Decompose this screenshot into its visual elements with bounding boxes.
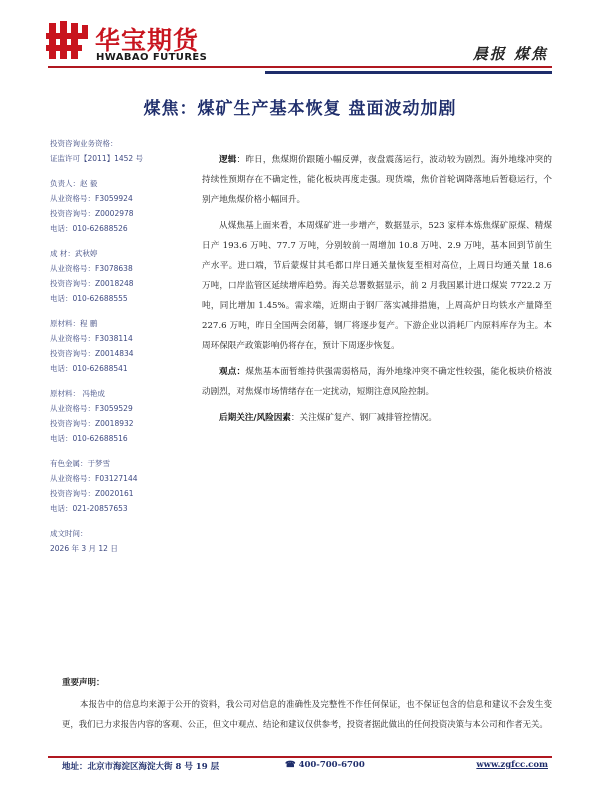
logic-label: 逻辑 — [219, 155, 237, 165]
header-divider-red — [48, 66, 552, 68]
analyst-phone: 电话：010-62688541 — [50, 364, 128, 373]
publish-date: 2026 年 3 月 12 日 — [50, 544, 118, 553]
disclaimer-title: 重要声明： — [62, 678, 105, 688]
view-paragraph — [202, 362, 552, 402]
analyst-phone: 电话：010-62688555 — [50, 294, 128, 303]
risk-text: ：关注煤矿复产、钢厂减排管控情况。 — [290, 413, 437, 423]
analyst-license: 从业资格号：F03127144 — [50, 474, 138, 483]
footer-website-link[interactable]: www.zgfcc.com — [476, 760, 548, 770]
analyst-consult-id: 投资咨询号：Z0020161 — [50, 489, 134, 498]
analyst-sidebar — [50, 136, 200, 566]
analyst-consult-id: 投资咨询号：Z0018248 — [50, 279, 134, 288]
qualification-label: 投资咨询业务资格： — [50, 139, 118, 148]
analyst-license: 从业资格号：F3059529 — [50, 404, 133, 413]
analyst-role: 有色金属：于梦雪 — [50, 459, 110, 468]
analyst-card — [50, 246, 200, 306]
risk-paragraph — [202, 408, 552, 428]
view-text: 煤焦基本面暂维持供强需弱格局，海外地缘冲突不确定性较强，能化板块价格波动剧烈，对焦煤市场情绪存在一定扰动，短期注意风险控制。 — [202, 367, 552, 397]
analyst-license: 从业资格号：F3059924 — [50, 194, 133, 203]
analyst-consult-id: 投资咨询号：Z0002978 — [50, 209, 134, 218]
report-body — [202, 150, 552, 434]
analyst-role: 成 材：武秋婷 — [50, 249, 98, 258]
publish-date-label: 成文时间： — [50, 529, 88, 538]
publish-date-block — [50, 526, 200, 556]
analyst-role: 负责人：赵 毅 — [50, 179, 98, 188]
footer-divider — [48, 756, 552, 758]
risk-label: 后期关注/风险因素 — [219, 413, 291, 423]
header-divider-blue — [265, 71, 552, 74]
analyst-card — [50, 316, 200, 376]
view-label: 观点： — [219, 367, 246, 377]
footer-phone-number: 400-700-6700 — [298, 760, 365, 770]
qualification-number: 证监许可【2011】1452 号 — [50, 154, 144, 163]
company-logo — [46, 21, 231, 65]
qualification-block — [50, 136, 200, 166]
telephone-icon: ☎ — [285, 760, 296, 770]
logic-text: ：昨日，焦煤期价跟随小幅反弹，夜盘震荡运行，波动较为剧烈。海外地缘冲突的持续性预期存在不确定性，能化板块再度走强。现货端，焦价首轮调降落地后暂稳运行，个别产地焦煤价格小幅回升。 — [202, 155, 552, 205]
company-name-cn: 华宝期货 — [95, 26, 200, 55]
analyst-role: 原材料： 冯艳成 — [50, 389, 105, 398]
logic-paragraph — [202, 150, 552, 210]
analyst-consult-id: 投资咨询号：Z0014834 — [50, 349, 134, 358]
disclaimer-text: 本报告中的信息均来源于公开的资料，我公司对信息的准确性及完整性不作任何保证，也不保证包含的信息和建议不会发生变更，我们已力求报告内容的客观、公正，但文中观点、结论和建议仅供参考，投资者据此做出的任何投资决策与本公司和作者无关。 — [62, 699, 552, 729]
analyst-card — [50, 456, 200, 516]
analyst-license: 从业资格号：F3078638 — [50, 264, 133, 273]
footer-address: 地址：北京市海淀区海淀大街 8 号 19 层 — [62, 762, 220, 772]
analyst-license: 从业资格号：F3038114 — [50, 334, 133, 343]
fundamentals-paragraph: 从煤焦基上面来看，本周煤矿进一步增产，数据显示，523 家样本炼焦煤矿原煤、精煤日产 193.6 万吨、77.7 万吨，分别较前一周增加 10.8 万吨、2.9 万吨，基本回到节前生产水平。进口端，节后蒙煤甘其毛都口岸日通关量恢复至相对高位，上周日均通关量 18.6 万吨，口岸监管区延续增库趋势。海关总署数据显示，前 2 月我国累计进口煤炭 7722.2 万吨，同比增加 1.45%。需求端，近期由于钢厂落实减排措施，上周高炉日均铁水产量降至 227.6 万吨，昨日全国两会闭幕，钢厂将逐步复产。下游企业以消耗厂内原料库存为主。本周环保限产政策影响仍将存在，预计下周逐步恢复。 — [202, 221, 552, 351]
analyst-card — [50, 176, 200, 236]
report-title: 煤焦：煤矿生产基本恢复 盘面波动加剧 — [143, 99, 457, 119]
hwabao-logo-icon — [46, 21, 92, 61]
footer-phone — [285, 760, 365, 770]
analyst-consult-id: 投资咨询号：Z0018932 — [50, 419, 134, 428]
company-name-en: HWABAO FUTURES — [96, 52, 208, 63]
analyst-phone: 电话：010-62688526 — [50, 224, 128, 233]
analyst-phone: 电话：010-62688516 — [50, 434, 128, 443]
analyst-role: 原材料：程 鹏 — [50, 319, 98, 328]
analyst-phone: 电话：021-20857653 — [50, 504, 128, 513]
report-type-label: 晨报 煤焦 — [472, 45, 548, 63]
analyst-card — [50, 386, 200, 446]
